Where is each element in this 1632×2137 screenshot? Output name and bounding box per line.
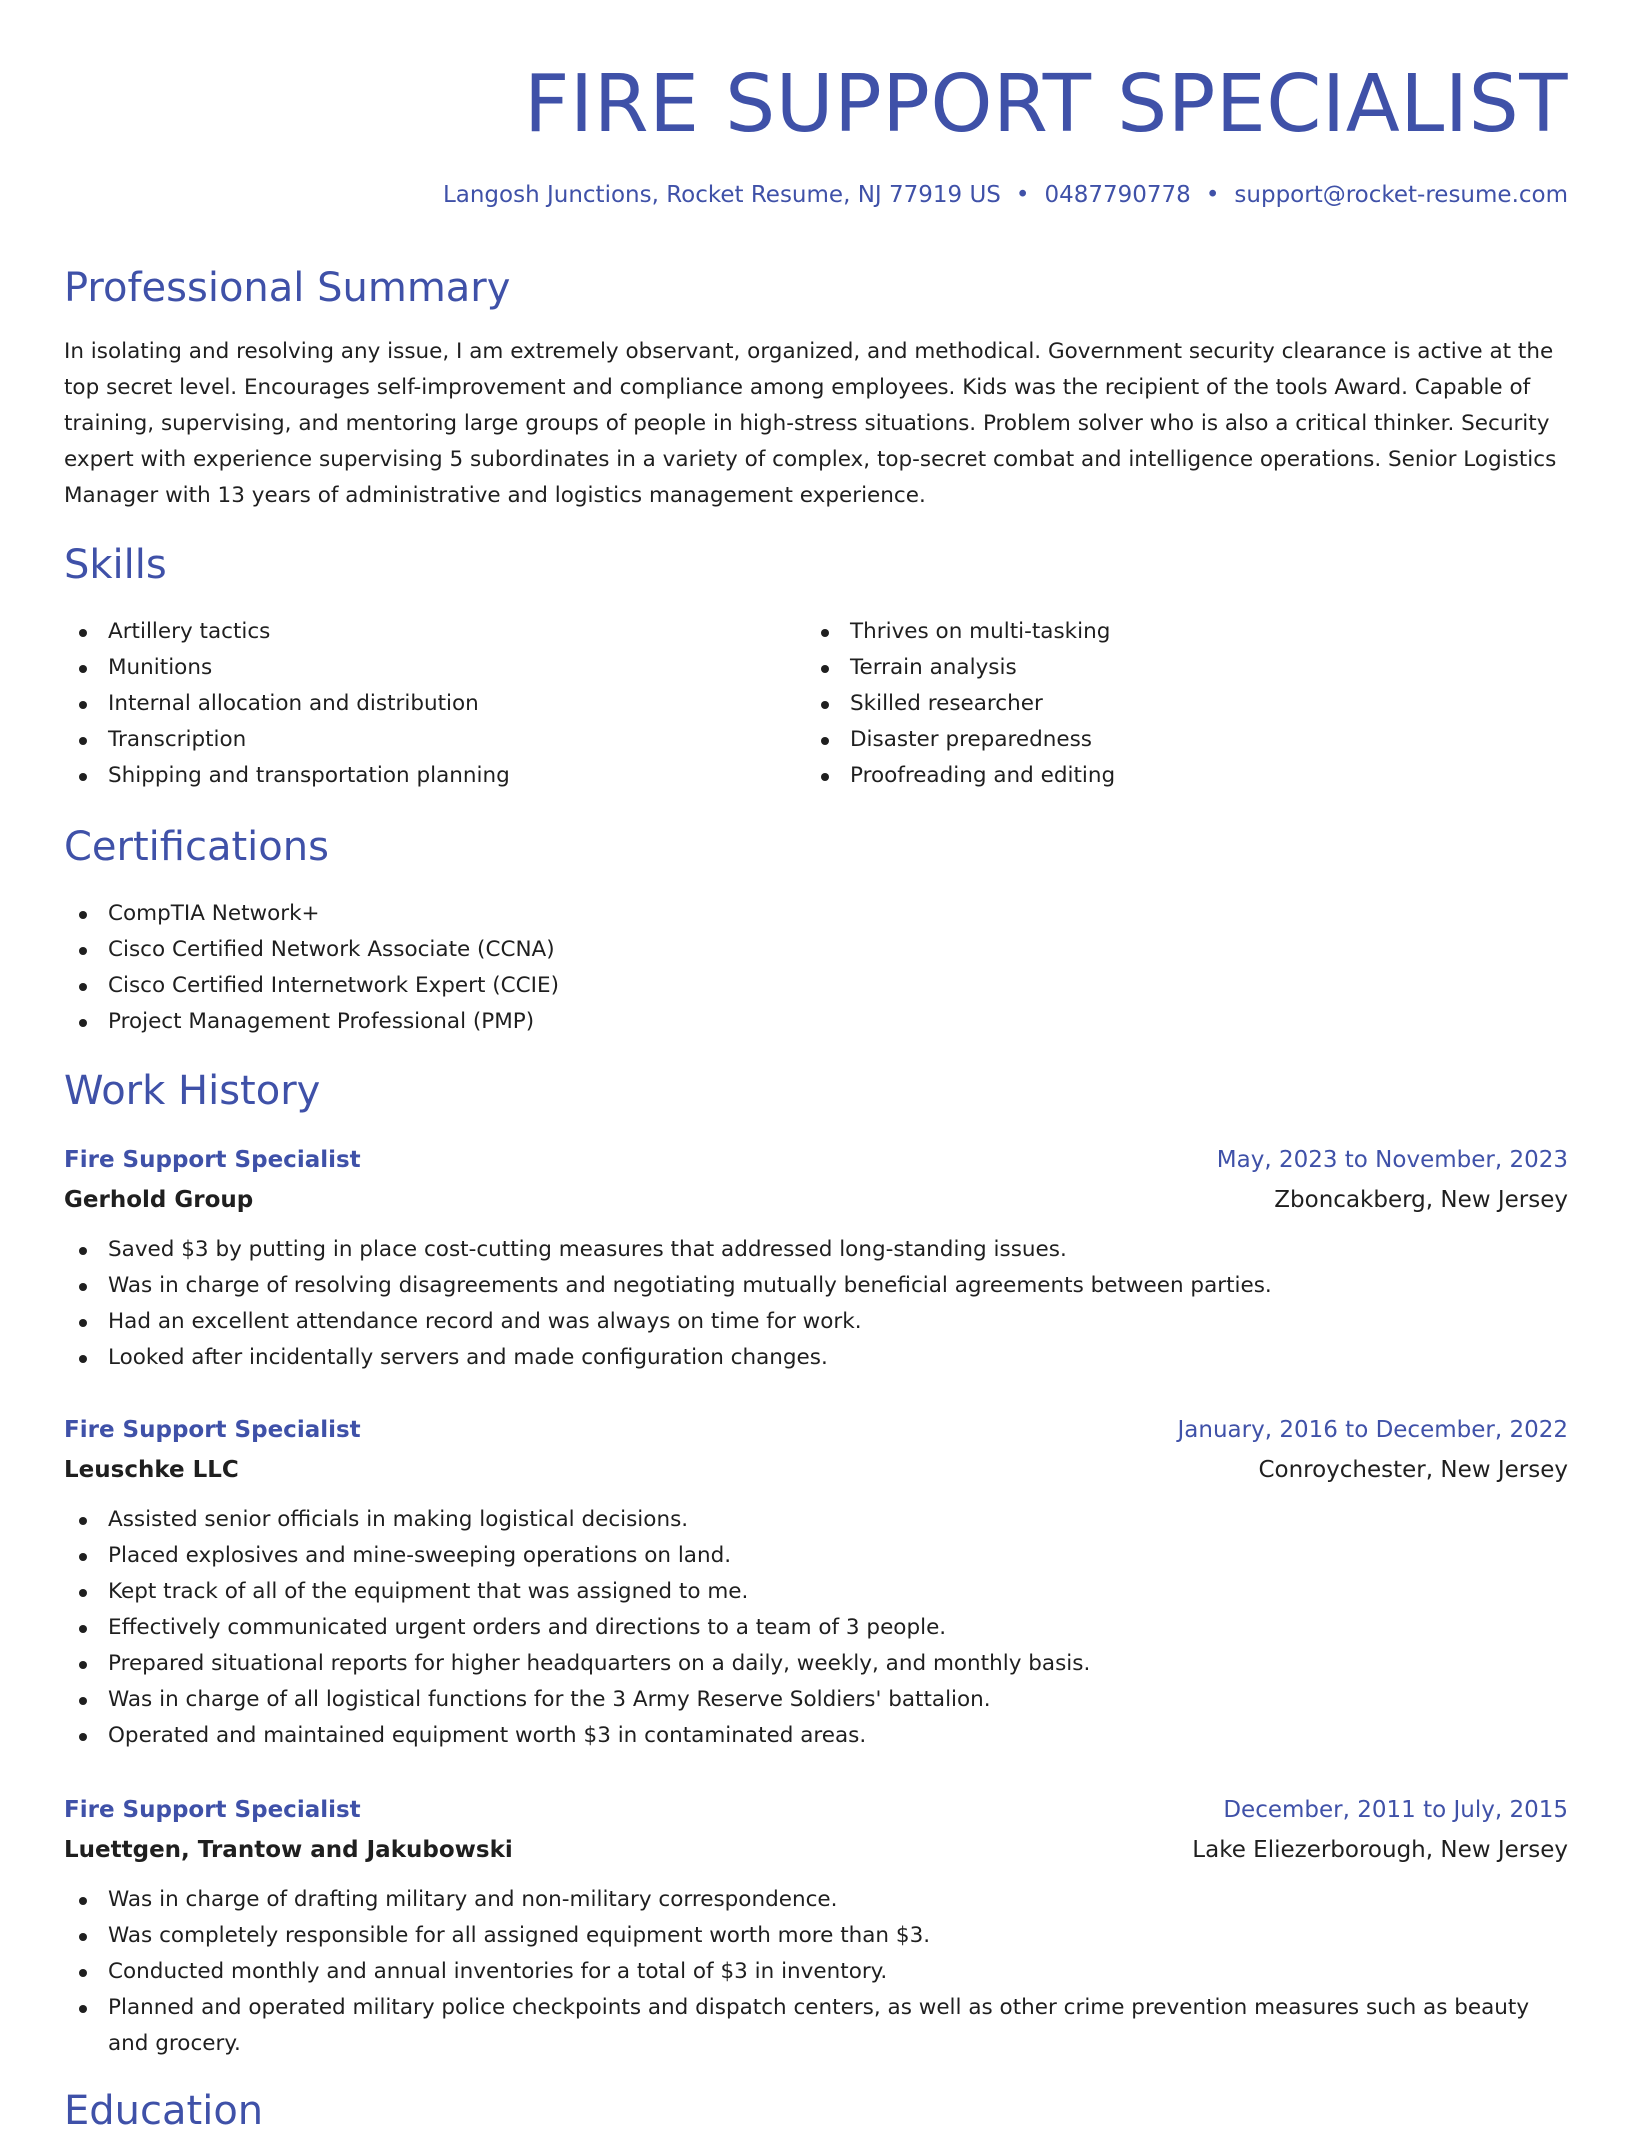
job-dates: January, 2016 to December, 2022 [1177,1417,1568,1443]
job-location: Conroychester, New Jersey [1258,1457,1568,1483]
list-item: Transcription [64,722,510,758]
list-item: Operated and maintained equipment worth $3 in contaminated areas. [64,1718,1568,1754]
address-text: Langosh Junctions, Rocket Resume, NJ 77919 US [442,182,1001,208]
list-item: Had an excellent attendance record and was always on time for work. [64,1304,1568,1340]
list-item: Artillery tactics [64,614,510,650]
list-item: Terrain analysis [806,650,1115,686]
job-title: Fire Support Specialist [64,1797,361,1823]
job-company: Luettgen, Trantow and Jakubowski [64,1837,513,1863]
list-item: CompTIA Network+ [64,896,559,932]
certifications-list [64,896,559,1040]
list-item: Looked after incidentally servers and made configuration changes. [64,1340,1568,1376]
list-item: Placed explosives and mine-sweeping operations on land. [64,1538,1568,1574]
list-item: Effectively communicated urgent orders and directions to a team of 3 people. [64,1610,1568,1646]
resume-name-heading: FIRE SUPPORT SPECIALIST [523,58,1568,150]
job-dates: December, 2011 to July, 2015 [1223,1797,1568,1823]
job-location: Lake Eliezerborough, New Jersey [1192,1837,1568,1863]
list-item: Project Management Professional (PMP) [64,1004,559,1040]
section-title-summary: Professional Summary [64,265,511,311]
phone-text: 0487790778 [1044,182,1191,208]
job-entry [64,1410,1568,1754]
job-location: Zboncakberg, New Jersey [1274,1187,1568,1213]
job-bullets [64,1502,1568,1754]
list-item: Was in charge of resolving disagreements and negotiating mutually beneficial agreements between parties. [64,1268,1568,1304]
contact-separator: • [1205,182,1220,208]
list-item: Disaster preparedness [806,722,1115,758]
section-title-certifications: Certifications [64,824,329,870]
list-item: Munitions [64,650,510,686]
resume-page [64,0,1568,2134]
list-item: Was in charge of all logistical functions for the 3 Army Reserve Soldiers' battalion. [64,1682,1568,1718]
list-item: Was in charge of drafting military and non-military correspondence. [64,1882,1568,1918]
list-item: Thrives on multi-tasking [806,614,1115,650]
job-company: Leuschke LLC [64,1457,239,1483]
list-item: Cisco Certified Internetwork Expert (CCIE) [64,968,559,1004]
list-item: Shipping and transportation planning [64,758,510,794]
section-title-skills: Skills [64,542,167,588]
contact-line [443,180,1568,210]
job-entry [64,1140,1568,1376]
job-bullets [64,1882,1568,2062]
list-item: Cisco Certified Network Associate (CCNA) [64,932,559,968]
list-item: Was completely responsible for all assigned equipment worth more than $3. [64,1918,1568,1954]
list-item: Skilled researcher [806,686,1115,722]
skills-list-left [64,614,510,794]
job-company: Gerhold Group [64,1187,254,1213]
contact-separator: • [1015,182,1030,208]
list-item: Conducted monthly and annual inventories for a total of $3 in inventory. [64,1954,1568,1990]
summary-paragraph: In isolating and resolving any issue, I am extremely observant, organized, and methodical. Government security clearance is active at the top secret level. Encourages self-improvement and compliance among employees. Kids was the recipient of the tools Award. Capable of training, supervising, and mentoring large groups of people in high-stress situations. Problem solver who is also a critical thinker. Security expert with experience supervising 5 subordinates in a variety of complex, top-secret combat and intelligence operations. Senior Logistics Manager with 13 years of administrative and logistics management experience. [64,339,1557,508]
skills-list-right [806,614,1115,794]
section-title-education: Education [64,2088,264,2134]
list-item: Proofreading and editing [806,758,1115,794]
list-item: Assisted senior officials in making logistical decisions. [64,1502,1568,1538]
section-title-work-history: Work History [64,1068,321,1114]
job-bullets [64,1232,1568,1376]
list-item: Internal allocation and distribution [64,686,510,722]
job-entry [64,1790,1568,2062]
email-text: support@rocket-resume.com [1234,182,1568,208]
list-item: Kept track of all of the equipment that was assigned to me. [64,1574,1568,1610]
job-title: Fire Support Specialist [64,1417,361,1443]
list-item: Saved $3 by putting in place cost-cutting measures that addressed long-standing issues. [64,1232,1568,1268]
job-dates: May, 2023 to November, 2023 [1216,1147,1568,1173]
job-title: Fire Support Specialist [64,1147,361,1173]
list-item: Prepared situational reports for higher headquarters on a daily, weekly, and monthly basis. [64,1646,1568,1682]
list-item: Planned and operated military police checkpoints and dispatch centers, as well as other crime prevention measures such as beauty and grocery. [64,1990,1568,2062]
